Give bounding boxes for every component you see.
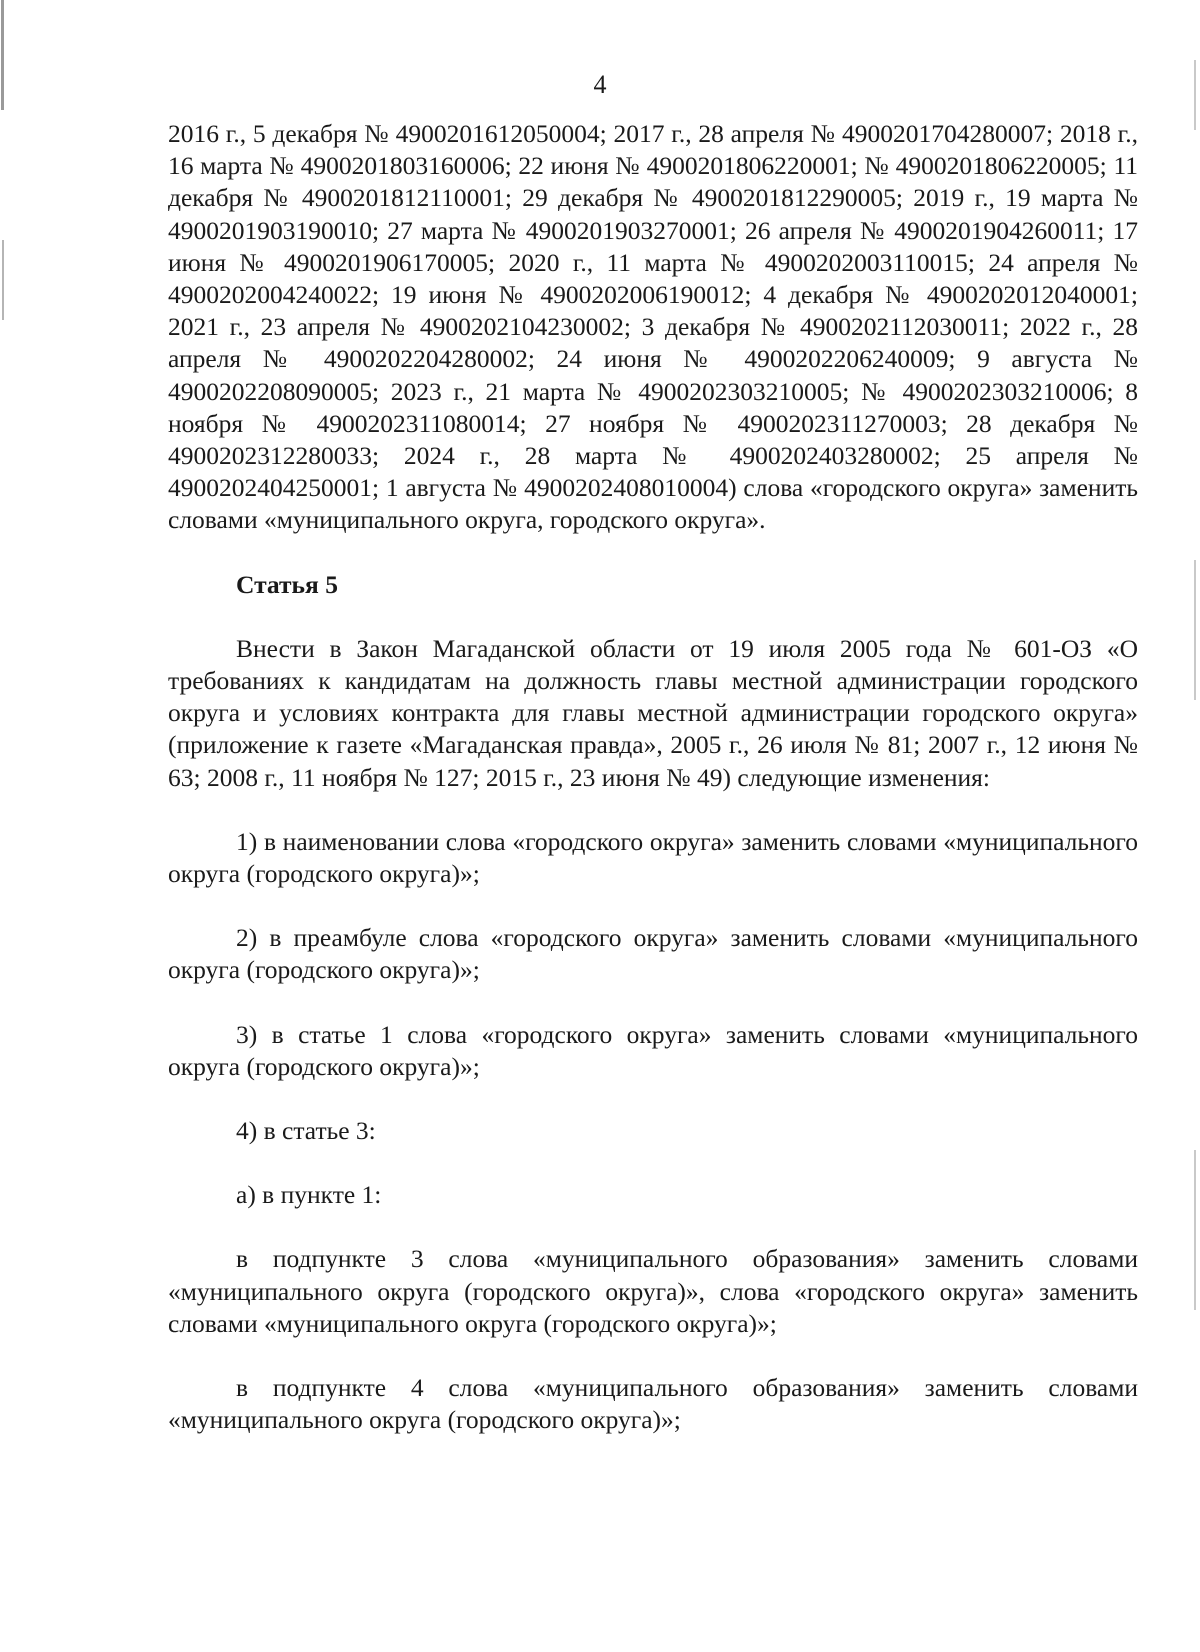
- amendment-item-1: 1) в наименовании слова «городского округа» заменить словами «муниципального округа (городского округа)»;: [168, 826, 1138, 889]
- amendment-subpoint-3: в подпункте 3 слова «муниципального образования» заменить словами «муниципального округа (городского округа)», слова «городского округа» заменить словами «муниципального округа (городского округа)»;: [168, 1244, 1138, 1338]
- article-heading: Статья 5: [236, 569, 338, 599]
- article-intro-paragraph: Внести в Закон Магаданской области от 19 июля 2005 года № 601-ОЗ «О требованиях к кандидатам на должность главы местной администрации городского округа и условиях контракта для главы местной администрации городского округа» (приложение к газете «Магаданская правда», 2005 г., 26 июля № 81; 2007 г., 12 июня № 63; 2008 г., 11 ноября № 127; 2015 г., 23 июня № 49) следующие изменения:: [168, 633, 1138, 792]
- document-body: [168, 118, 1138, 1437]
- amendment-subpoint-4: в подпункте 4 слова «муниципального образования» заменить словами «муниципального округа (городского округа)»;: [168, 1373, 1138, 1435]
- amendment-subitem-a: а) в пункте 1:: [236, 1180, 382, 1210]
- scan-edge-mark: [1194, 560, 1196, 700]
- continuation-paragraph: 2016 г., 5 декабря № 4900201612050004; 2017 г., 28 апреля № 4900201704280007; 2018 г., 16 марта № 4900201803160006; 22 июня № 4900201806220001; № 4900201806220005; 11 декабря № 4900201812110001; 29 декабря № 4900201812290005; 2019 г., 19 марта № 4900201903190010; 27 марта № 4900201903270001; 26 апреля № 4900201904260011; 17 июня № 4900201906170005; 2020 г., 11 марта № 4900202003110015; 24 апреля № 4900202004240022; 19 июня № 4900202006190012; 4 декабря № 4900202012040001; 2021 г., 23 апреля № 4900202104230002; 3 декабря № 4900202112030011; 2022 г., 28 апреля № 4900202204280002; 24 июня № 4900202206240009; 9 августа № 4900202208090005; 2023 г., 21 марта № 4900202303210005; № 4900202303210006; 8 ноября № 4900202311080014; 27 ноября № 4900202311270003; 28 декабря № 4900202312280033; 2024 г., 28 марта № 4900202403280002; 25 апреля № 4900202404250001; 1 августа № 4900202408010004) слова «городского округа» заменить словами «муниципального округа, городского округа».: [168, 119, 1138, 535]
- scan-edge-mark: [2, 240, 4, 320]
- amendment-item-3: 3) в статье 1 слова «городского округа» заменить словами «муниципального округа (городского округа)»;: [168, 1019, 1138, 1081]
- amendment-item-4: 4) в статье 3:: [236, 1116, 376, 1146]
- page-number: 4: [593, 70, 607, 99]
- amendment-item-2: 2) в преамбуле слова «городского округа» заменить словами «муниципального округа (городского округа)»;: [168, 923, 1138, 985]
- scan-edge-mark: [1194, 1150, 1196, 1310]
